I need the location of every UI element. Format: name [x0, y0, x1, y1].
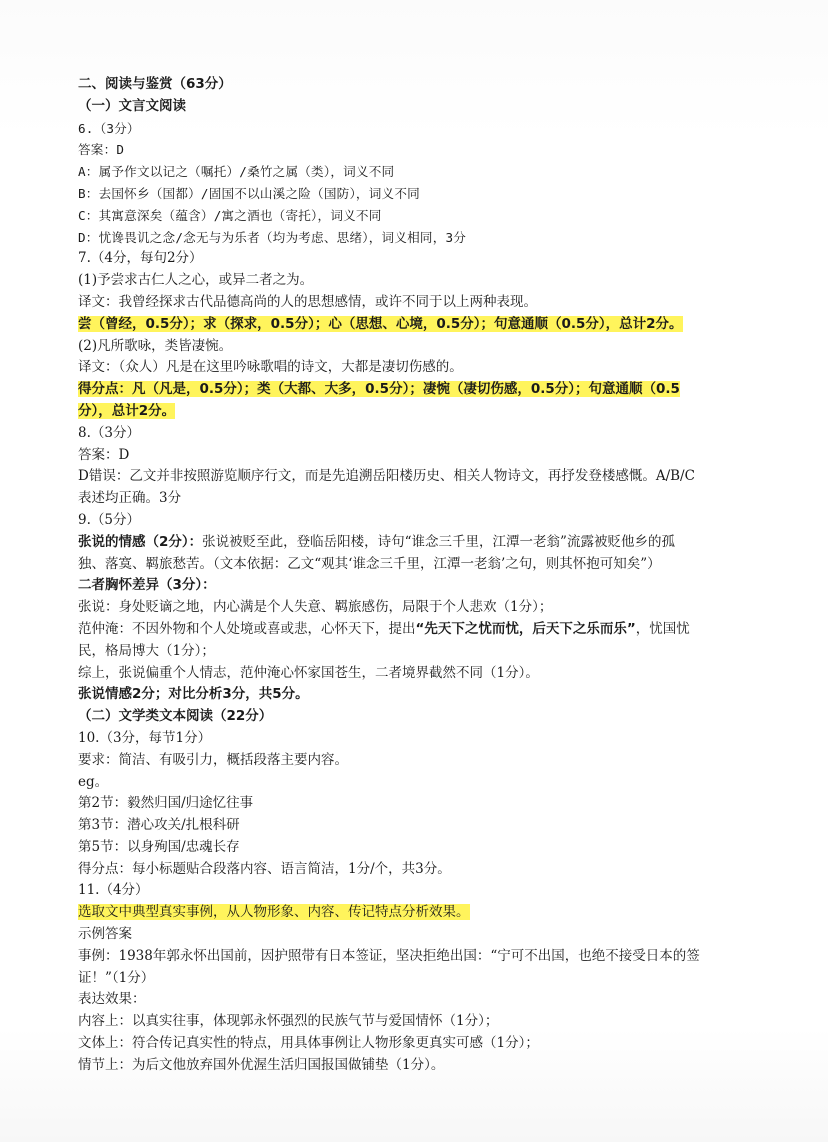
q9-fan-text-end: ，忧国忧	[635, 620, 690, 637]
q10-requirement: 要求：简洁、有吸引力，概括段落主要内容。	[78, 751, 348, 768]
section-heading: 二、阅读与鉴赏（63分）	[78, 76, 232, 92]
q11-case-line-2: 证！”（1分）	[78, 969, 155, 986]
subsection-heading-literary: （二）文学类文本阅读（22分）	[78, 708, 273, 725]
q11-case-line-1: 事例：1938年郭永怀出国前，因护照带有日本签证，坚决拒绝出国：“宁可不出国，也绝不接受日本的签	[78, 947, 700, 964]
q11-effect-heading: 表达效果：	[78, 991, 146, 1008]
q8-explanation-cont: 表述均正确。3分	[78, 490, 182, 507]
q7-sentence-2: (2)凡所歌咏，类皆凄惋。	[78, 337, 233, 354]
q9-difference-heading: 二者胸怀差异（3分）：	[78, 577, 216, 594]
q7-sentence-1: (1)予尝求古仁人之心，或异二者之为。	[78, 272, 314, 289]
q11-label: 11.（4分）	[78, 882, 149, 899]
q11-example-heading: 示例答案	[78, 926, 132, 943]
q7-translation-2: 译文：（众人）凡是在这里吟咏歌唱的诗文，大都是凄切伤感的。	[78, 359, 463, 376]
q7-scoring-2-highlight: 得分点：凡（凡是，0.5分）；类（大都、大多，0.5分）；凄惋（凄切伤感，0.5分）；句意通顺（0.5	[78, 381, 680, 398]
q6-option-d: D：忧谗畏讥之念/念无与为乐者（均为考虑、思绪），词义相同，3分	[78, 229, 467, 245]
answer-content	[78, 74, 756, 1077]
q10-section-2: 第2节：毅然归国/归途忆往事	[78, 795, 254, 812]
q7-scoring-1-highlight: 尝（曾经，0.5分）；求（探求，0.5分）；心（思想、心境，0.5分）；句意通顺（0.5分），总计2分。	[78, 315, 683, 332]
q8-answer: 答案：D	[78, 446, 130, 463]
q11-instruction-highlight: 选取文中典型真实事例，从人物形象、内容、传记特点分析效果。	[78, 904, 470, 921]
q9-line-4	[78, 619, 756, 641]
q10-section-5: 第5节：以身殉国/忠魂长存	[78, 838, 240, 855]
q11-effect-content: 内容上：以真实往事，体现郭永怀强烈的民族气节与爱国情怀（1分）；	[78, 1013, 499, 1030]
q9-line-2: 独、落寞、羁旅愁苦。（文本依据：乙文“观其‘谁念三千里，江潭一老翁’之句，则其怀抱可知矣”）	[78, 555, 661, 572]
q7-label: 7.（4分，每句2分）	[78, 250, 203, 267]
q10-label: 10.（3分，每节1分）	[78, 729, 212, 746]
q9-score-summary: 张说情感2分；对比分析3分，共5分。	[78, 686, 309, 703]
q8-explanation: D错误：乙文并非按照游览顺序行文，而是先追溯岳阳楼历史、相关人物诗文，再抒发登楼感慨。A/B/C	[78, 468, 695, 485]
q11-effect-plot: 情节上：为后文他放弃国外优渥生活归国报国做铺垫（1分）。	[78, 1056, 445, 1073]
q10-example-label: eg。	[78, 773, 109, 790]
q6-option-b: B：去国怀乡（国都）/固国不以山溪之险（国防），词义不同	[78, 185, 420, 201]
q10-scoring: 得分点：每小标题贴合段落内容、语言简洁，1分/个，共3分。	[78, 860, 451, 877]
q9-line-1	[78, 532, 756, 554]
q6-answer: 答案：D	[78, 142, 125, 158]
q7-scoring-2-highlight-cont: 分），总计2分。	[78, 402, 176, 419]
q6-option-c: C：其寓意深矣（蕴含）/寓之酒也（寄托），词义不同	[78, 207, 382, 223]
q7-translation-1: 译文：我曾经探求古代品德高尚的人的思想感情，或许不同于以上两种表现。	[78, 293, 537, 310]
q9-fan-text: 范仲淹：不因外物和个人处境或喜或悲，心怀天下，提出	[78, 620, 416, 637]
q9-label: 9.（5分）	[78, 511, 140, 528]
q11-effect-style: 文体上：符合传记真实性的特点，用具体事例让人物形象更真实可感（1分）；	[78, 1035, 539, 1052]
subsection-heading-classical: （一）文言文阅读	[78, 97, 186, 114]
q9-emotion-heading: 张说的情感（2分）：	[78, 533, 203, 550]
q9-emotion-text: 张说被贬至此，登临岳阳楼，诗句“谁念三千里，江潭一老翁”流露被贬他乡的孤	[202, 533, 675, 550]
q10-section-3: 第3节：潜心攻关/扎根科研	[78, 817, 240, 834]
q9-line-3: 张说：身处贬谪之地，内心满是个人失意、羁旅感伤，局限于个人悲欢（1分）；	[78, 599, 553, 616]
q9-line-5: 民，格局博大（1分）；	[78, 642, 215, 659]
q8-label: 8.（3分）	[78, 424, 140, 441]
q6-label: 6.（3分）	[78, 120, 140, 136]
q9-line-6: 综上，张说偏重个人情志，范仲淹心怀家国苍生，二者境界截然不同（1分）。	[78, 664, 539, 681]
q9-famous-quote: “先天下之忧而忧，后天下之乐而乐”	[415, 620, 636, 637]
q6-option-a: A：属予作文以记之（嘱托）/桑竹之属（类），词义不同	[78, 164, 395, 180]
